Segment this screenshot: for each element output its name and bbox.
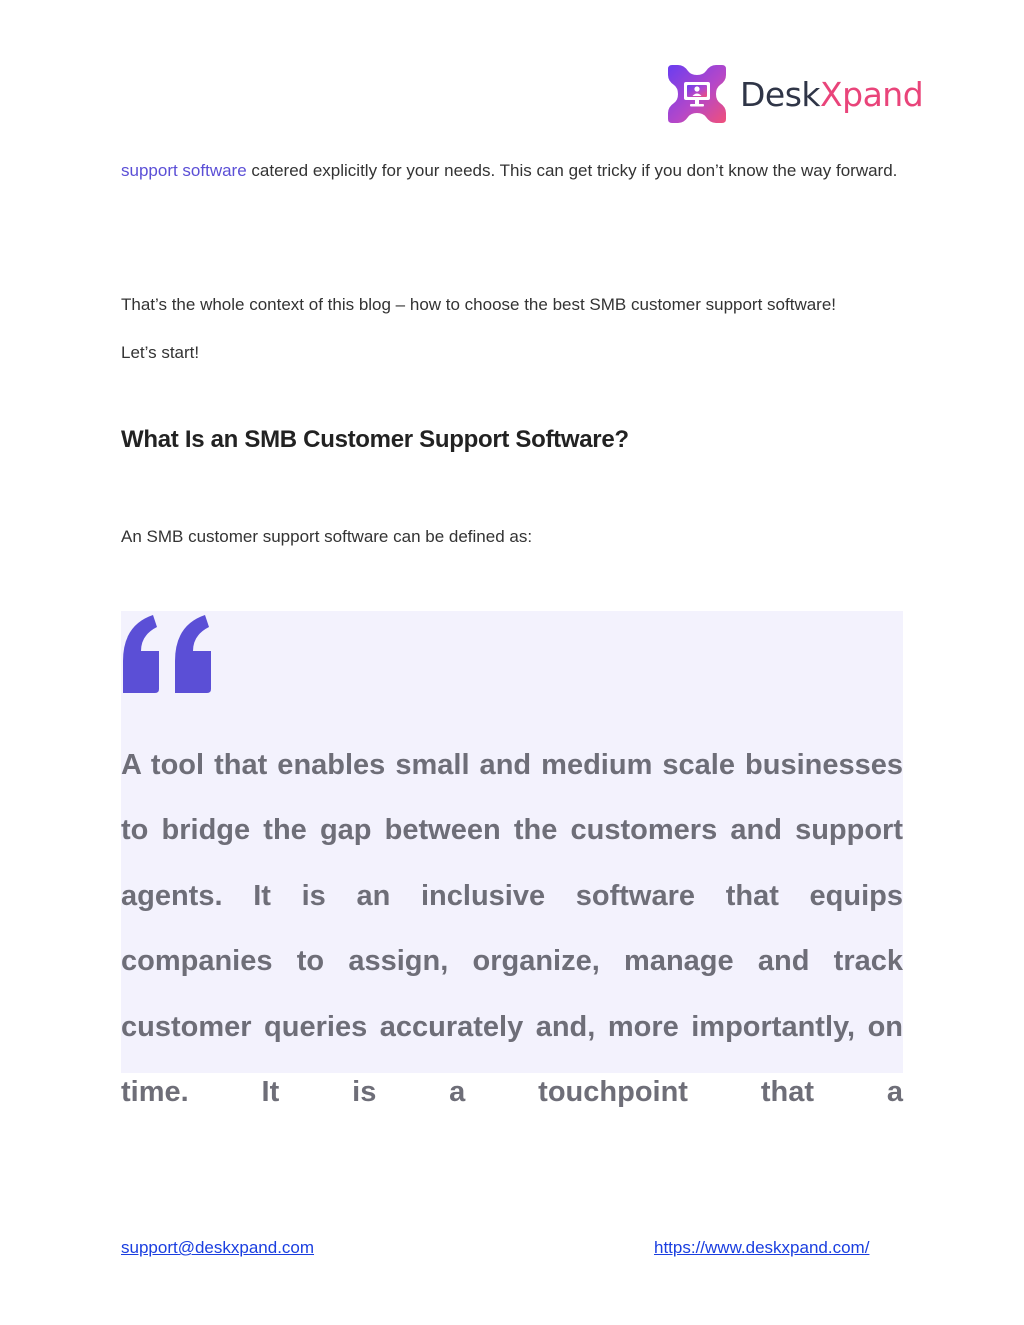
logo-wordmark-desk: Desk (740, 74, 821, 114)
deskxpand-logo (664, 60, 923, 128)
logo-wordmark (740, 74, 924, 114)
definition-intro: An SMB customer support software can be defined as: (121, 527, 533, 546)
context-line-1: That’s the whole context of this blog – how to choose the best SMB customer support software! (121, 295, 837, 314)
context-line-2: Let’s start! (121, 343, 200, 362)
intro-paragraph-text: catered explicitly for your needs. This can get tricky if you don’t know the way forward. (246, 161, 898, 180)
section-heading: What Is an SMB Customer Support Software? (121, 426, 629, 453)
quote-text: A tool that enables small and medium scale businesses to bridge the gap between the customers and support agents. It is an inclusive software that equips companies to assign, organize, manage and track customer queries accurately and, more importantly, on time. It is a touchpoint that a (121, 749, 903, 1109)
deskxpand-logo-icon (664, 61, 730, 127)
footer-website-link[interactable]: https://www.deskxpand.com/ (654, 1238, 870, 1257)
context-paragraph (121, 281, 903, 377)
footer-email-link[interactable]: support@deskxpand.com (121, 1238, 315, 1257)
quote-mark-icon (121, 615, 213, 693)
logo-wordmark-xpand: Xpand (820, 74, 924, 114)
definition-quote-block (121, 611, 903, 1109)
support-software-link[interactable]: support software (121, 161, 247, 180)
intro-paragraph (121, 147, 903, 195)
